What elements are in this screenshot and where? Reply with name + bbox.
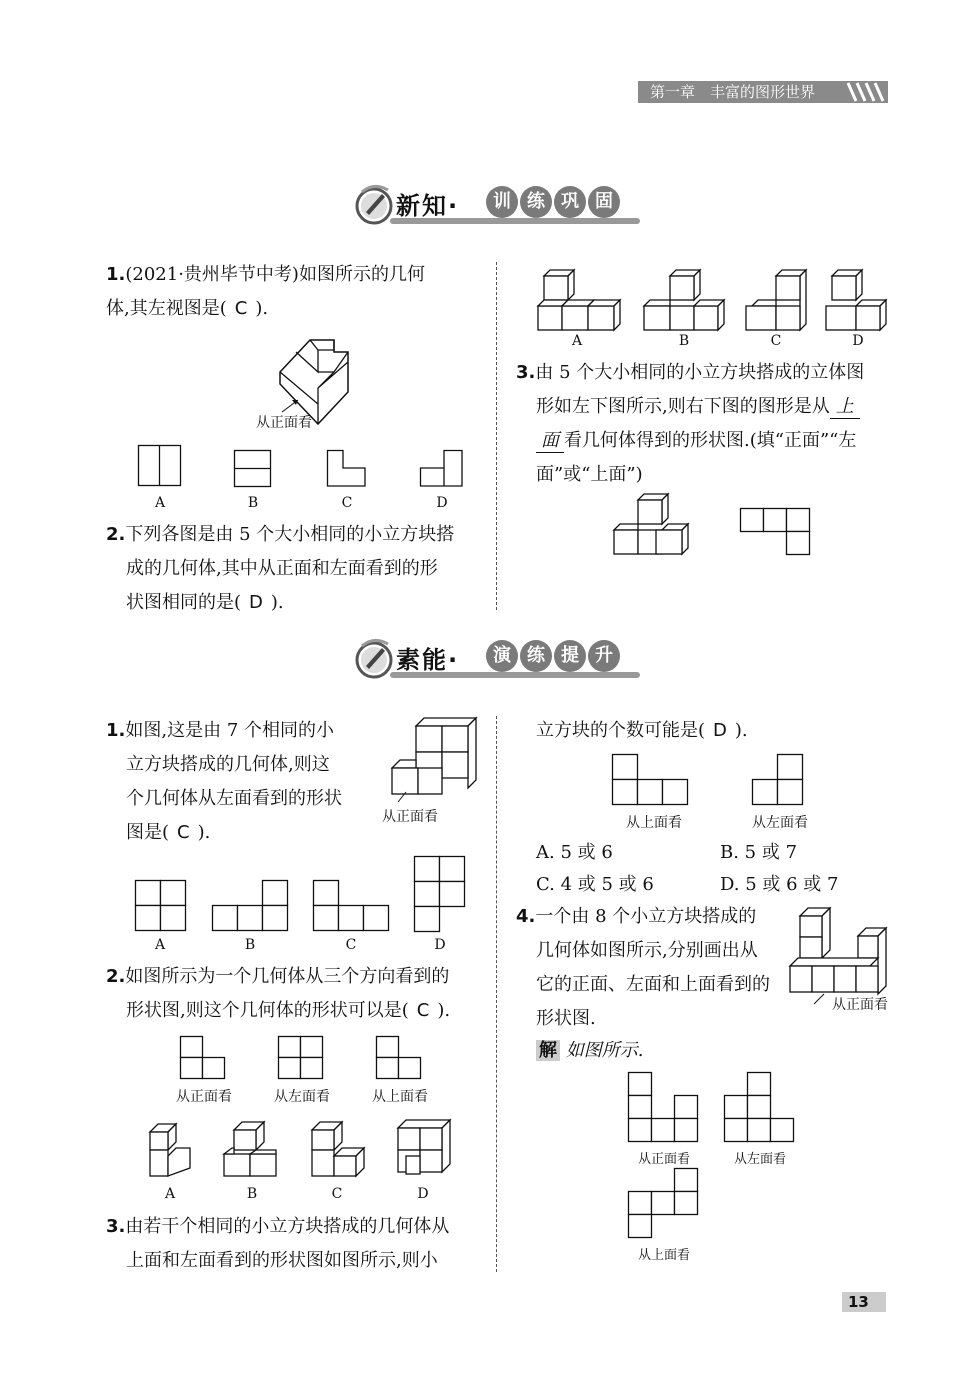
question-3 (516, 356, 896, 492)
question-text: 图是( (126, 822, 170, 843)
option-label: D (434, 937, 446, 953)
five-cube-solid (612, 492, 692, 556)
question-text: 看几何体得到的形状图.(填“正面”“左 (564, 430, 857, 451)
question-text-end: ). (270, 592, 284, 613)
solution (536, 1034, 643, 1068)
section-bubble: 练 (520, 640, 552, 672)
question-3 (106, 1210, 491, 1278)
question-number: 3. (106, 1216, 126, 1237)
question-text: 形如左下图所示,则右下图的图形是从 (536, 396, 830, 417)
answer: C (416, 1000, 430, 1021)
view-label: 从左面看 (752, 815, 808, 831)
page-number: 13 (842, 1292, 886, 1312)
option-label: C (341, 495, 353, 511)
section-header-2 (350, 634, 650, 684)
section-bubble: 训 (486, 186, 518, 218)
solution-front-view (628, 1072, 704, 1146)
option-label: A (154, 937, 166, 953)
question-number: 4. (516, 906, 536, 927)
column-divider (496, 262, 497, 610)
chapter-title: 第一章 丰富的图形世界 (650, 83, 816, 101)
view-label: 从上面看 (637, 1248, 690, 1263)
question-text: 立方块搭成的几何体,则这 (126, 754, 330, 775)
option-figure-c (327, 450, 367, 490)
question-4 (516, 900, 786, 1036)
question-text: 形状图. (536, 1008, 596, 1029)
section-main-title: 新知· (396, 192, 460, 220)
question-text: 成的几何体,其中从正面和左面看到的形 (126, 558, 438, 579)
option-label: D (436, 495, 448, 511)
cube-option-c (744, 268, 814, 330)
question-text: 由 5 个大小相同的小立方块搭成的立体图 (535, 362, 865, 383)
option-label: D (852, 333, 864, 349)
top-view-figure (612, 754, 692, 806)
option-label: B (247, 495, 259, 511)
question-text: 几何体如图所示,分别画出从 (536, 940, 758, 961)
chapter-header (638, 81, 888, 103)
left-view-figure (278, 1036, 326, 1082)
solid-option-c (308, 1120, 368, 1180)
option-figure-a (135, 880, 187, 932)
question-number: 3. (516, 362, 536, 383)
view-label: 从正面看 (256, 415, 312, 431)
option-label: A (571, 333, 583, 349)
view-label: 从正面看 (382, 809, 438, 825)
option-label: A (164, 1186, 176, 1202)
choice-c: C. 4 或 5 或 6 (536, 874, 654, 895)
question-number: 1. (106, 720, 126, 741)
option-label: C (345, 937, 357, 953)
left-view-figure (752, 754, 808, 806)
question-text-end: ). (437, 1000, 451, 1021)
solid-option-a (146, 1122, 196, 1180)
question-text: 个几何体从左面看到的形状 (126, 788, 342, 809)
option-figure-a (138, 445, 182, 487)
solution-top-view (628, 1168, 704, 1242)
section-bubble: 演 (486, 640, 518, 672)
question-2 (106, 960, 491, 1028)
question-text: 状图相同的是( (126, 592, 242, 613)
option-figure-d (420, 450, 464, 490)
section-bubble: 练 (520, 186, 552, 218)
section-bubble: 固 (588, 186, 620, 218)
question-1 (106, 714, 376, 850)
section-header-1 (350, 180, 650, 230)
question-text: 由若干个相同的小立方块搭成的几何体从 (125, 1216, 450, 1237)
question-text: 上面和左面看到的形状图如图所示,则小 (126, 1250, 438, 1271)
seven-cube-solid (386, 716, 496, 806)
section-main-title: 素能· (396, 646, 460, 674)
eight-cube-solid (788, 906, 890, 1006)
solution-text: 如图所示. (565, 1040, 644, 1061)
column-divider (496, 716, 497, 1272)
view-label: 从上面看 (372, 1089, 428, 1105)
question-text: 下列各图是由 5 个大小相同的小立方块搭 (125, 524, 455, 545)
top-view-figure (376, 1036, 424, 1082)
choice-a: A. 5 或 6 (536, 842, 613, 863)
question-text-end: ). (197, 822, 211, 843)
question-number: 2. (106, 966, 126, 987)
option-label: A (154, 495, 166, 511)
answer: C (177, 822, 190, 843)
question-number: 2. (106, 524, 126, 545)
header-stripes (844, 81, 884, 103)
view-label: 从左面看 (733, 1152, 786, 1167)
view-label: 从正面看 (832, 997, 888, 1013)
question-text: 体,其左视图是( (106, 298, 227, 319)
question-3-continued (536, 714, 896, 748)
option-figure-b (212, 880, 290, 932)
option-label: D (417, 1186, 429, 1202)
question-text: (2021·贵州毕节中考)如图所示的几何 (125, 264, 425, 285)
solution-label: 解 (536, 1040, 560, 1061)
solid-option-d (394, 1118, 456, 1180)
front-view-figure (180, 1036, 228, 1082)
question-text: 如图,这是由 7 个相同的小 (125, 720, 334, 741)
cube-option-b (638, 268, 728, 330)
answer: D (249, 592, 263, 613)
option-figure-b (234, 450, 272, 488)
question-text: 一个由 8 个小立方块搭成的 (535, 906, 757, 927)
answer: D (713, 720, 727, 741)
question-2 (106, 518, 486, 620)
cube-option-d (824, 268, 894, 330)
question-text: 面”或“上面”) (536, 464, 643, 485)
fill-answer-1: 上 (830, 396, 860, 419)
question-text: 它的正面、左面和上面看到的 (536, 974, 770, 995)
section-bubble: 巩 (554, 186, 586, 218)
choice-d: D. 5 或 6 或 7 (720, 874, 839, 895)
question-text: 如图所示为一个几何体从三个方向看到的 (125, 966, 450, 987)
option-label: C (770, 333, 782, 349)
question-number: 1. (106, 264, 126, 285)
question-text-end: ). (255, 298, 269, 319)
option-label: C (331, 1186, 343, 1202)
option-figure-d (414, 856, 466, 934)
top-view-grid (740, 508, 812, 558)
option-label: B (678, 333, 690, 349)
section-bubble: 升 (588, 640, 620, 672)
view-label: 从上面看 (626, 815, 682, 831)
fill-answer-2: 面 (536, 430, 564, 453)
option-label: B (244, 937, 256, 953)
option-label: B (246, 1186, 258, 1202)
solid-option-b (222, 1120, 282, 1180)
option-figure-c (313, 880, 391, 932)
cube-option-a (536, 268, 626, 330)
view-label: 从正面看 (637, 1152, 690, 1167)
solution-left-view (724, 1072, 800, 1146)
view-label: 从左面看 (274, 1089, 330, 1105)
question-text: 立方块的个数可能是( (536, 720, 706, 741)
question-text: 形状图,则这个几何体的形状可以是( (126, 1000, 409, 1021)
question-text-end: ). (734, 720, 748, 741)
section-bubble: 提 (554, 640, 586, 672)
view-label: 从正面看 (176, 1089, 232, 1105)
question-1 (106, 258, 486, 326)
choice-b: B. 5 或 7 (720, 842, 798, 863)
answer: C (234, 298, 248, 319)
